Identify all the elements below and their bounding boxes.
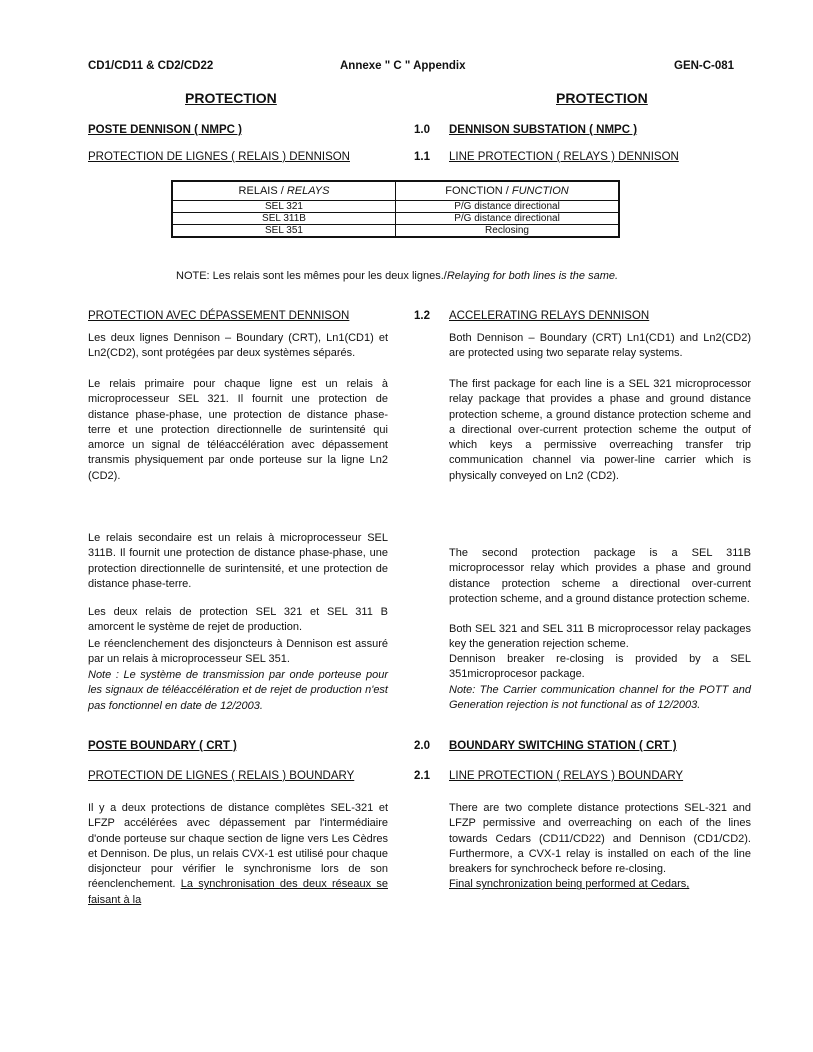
section-1-1-number: 1.1: [414, 151, 430, 163]
function-column-header: [396, 181, 620, 201]
relay-header-en: RELAYS: [286, 184, 330, 197]
section-1-1-en: LINE PROTECTION ( RELAYS ) DENNISON: [449, 151, 679, 163]
relay-table: [171, 180, 620, 238]
en-boundary-text: There are two complete distance protections SEL-321 and LFZP permissive and overreaching on each of the lines towards Cedars (CD11/CD22) and Dennison (CD1/CD2). Furthermore, a CVX-1 relay is installed on each of the line breakers for synchrocheck before re-closing.: [449, 802, 751, 876]
section-2-1-en: LINE PROTECTION ( RELAYS ) BOUNDARY: [449, 770, 684, 782]
section-1-1-fr: PROTECTION DE LIGNES ( RELAIS ) DENNISON: [88, 151, 350, 163]
fr-paragraph-boundary: [88, 801, 388, 908]
en-paragraph-4: Both SEL 321 and SEL 311 B microprocessor relay packages key the generation rejection scheme.: [449, 623, 751, 651]
fr-paragraph-3: Le relais secondaire est un relais à microprocesseur SEL 311B. Il fournit une protection de distance phase-phase, une protection directionnelle de surintensité, et une protection de distance phase-terre.: [88, 532, 388, 590]
section-1-number: 1.0: [414, 124, 430, 136]
relay-column-header: [172, 181, 396, 201]
en-paragraph-2: The first package for each line is a SEL 321 microprocessor relay package that provides a phase and ground distance protection scheme, a ground distance protection scheme and a directional over-current protection scheme the output of which keys a permissive overreaching transfer trip communication channel via power-line carrier which is physically conveyed on Ln2 (CD2).: [449, 378, 751, 482]
section-2-number: 2.0: [414, 740, 430, 752]
fr-paragraph-1: Les deux lignes Dennison – Boundary (CRT), Ln1(CD1) et Ln2(CD2), sont protégées par deux systèmes séparés.: [88, 332, 388, 360]
en-paragraph-1: Both Dennison – Boundary (CRT) Ln1(CD1) and Ln2(CD2) are protected using two separate relay systems.: [449, 332, 751, 360]
section-2-en: BOUNDARY SWITCHING STATION ( CRT ): [449, 740, 677, 752]
relay-header-fr: RELAIS /: [238, 184, 287, 197]
function-header-fr: FONCTION /: [445, 184, 512, 197]
section-1-2-fr: PROTECTION AVEC DÉPASSEMENT DENNISON: [88, 310, 350, 322]
table-note-fr: NOTE: Les relais sont les mêmes pour les deux lignes./: [176, 270, 447, 282]
title-fr: PROTECTION: [185, 90, 277, 106]
fr-paragraph-6: Note : Le système de transmission par onde porteuse pour les signaux de téléaccélération et de rejet de production n'est pas fonctionnel en date de 12/2003.: [88, 669, 388, 712]
function-cell: Reclosing: [396, 225, 620, 238]
en-paragraph-boundary: [449, 801, 751, 893]
header-right: GEN-C-081: [674, 60, 735, 72]
en-paragraph-6: Note: The Carrier communication channel for the POTT and Generation rejection is not functional as of 12/2003.: [449, 684, 751, 712]
fr-paragraph-4: Les deux relais de protection SEL 321 et SEL 311 B amorcent le système de rejet de production.: [88, 606, 388, 634]
relay-cell: SEL 351: [172, 225, 396, 238]
table-note: [176, 270, 618, 282]
en-boundary-underlined: Final synchronization being performed at Cedars,: [449, 878, 690, 891]
section-1-2-number: 1.2: [414, 310, 430, 322]
relay-cell: SEL 321: [172, 201, 396, 213]
header-left: CD1/CD11 & CD2/CD22: [88, 60, 214, 72]
fr-boundary-underlined: La synchronisation des deux réseaux se faisant à la: [88, 878, 388, 906]
en-paragraph-3: The second protection package is a SEL 311B microprocessor relay which provides a phase and ground distance protection scheme a directional over-current protection scheme, and a ground distance protection scheme.: [449, 547, 751, 605]
fr-paragraph-2: Le relais primaire pour chaque ligne est un relais à microprocesseur SEL 321. Il fournit une protection de distance phase-phase, une protection de distance phase-terre et une protection directionnelle de surintensité qui amorce un signal de téléaccélération avec dépassement transmis physiquement par onde porteuse sur la ligne Ln2 (CD2).: [88, 378, 388, 482]
header-center: Annexe " C " Appendix: [340, 60, 466, 72]
relay-cell: SEL 311B: [172, 213, 396, 225]
section-2-1-number: 2.1: [414, 770, 430, 782]
table-note-en: Relaying for both lines is the same.: [446, 270, 619, 282]
section-2-1-fr: PROTECTION DE LIGNES ( RELAIS ) BOUNDARY: [88, 770, 355, 782]
title-en: PROTECTION: [556, 90, 648, 106]
function-cell: P/G distance directional: [396, 213, 620, 225]
table-row: [172, 225, 619, 238]
fr-paragraph-5: Le réenclenchement des disjoncteurs à Dennison est assuré par un relais à microprocesseur SEL 351.: [88, 638, 388, 666]
function-cell: P/G distance directional: [396, 201, 620, 213]
table-row: [172, 201, 619, 213]
section-1-2-en: ACCELERATING RELAYS DENNISON: [449, 310, 650, 322]
relay-table-header: [172, 181, 619, 201]
section-2-fr: POSTE BOUNDARY ( CRT ): [88, 740, 237, 752]
function-header-en: FUNCTION: [511, 184, 569, 197]
section-1-fr: POSTE DENNISON ( NMPC ): [88, 124, 242, 136]
table-row: [172, 213, 619, 225]
en-paragraph-5: Dennison breaker re-closing is provided by a SEL 351microprocesor package.: [449, 653, 751, 681]
fr-boundary-text: Il y a deux protections de distance complètes SEL-321 et LFZP accélérées avec dépassement par l'intermédiaire d'onde porteuse sur chaque section de ligne vers Les Cèdres et Dennison. De plus, un relais CVX-1 est utilisé pour chaque disjoncteur pour vérifier le synchronisme lors de son réenclenchement.: [88, 802, 388, 891]
section-1-en: DENNISON SUBSTATION ( NMPC ): [449, 124, 638, 136]
